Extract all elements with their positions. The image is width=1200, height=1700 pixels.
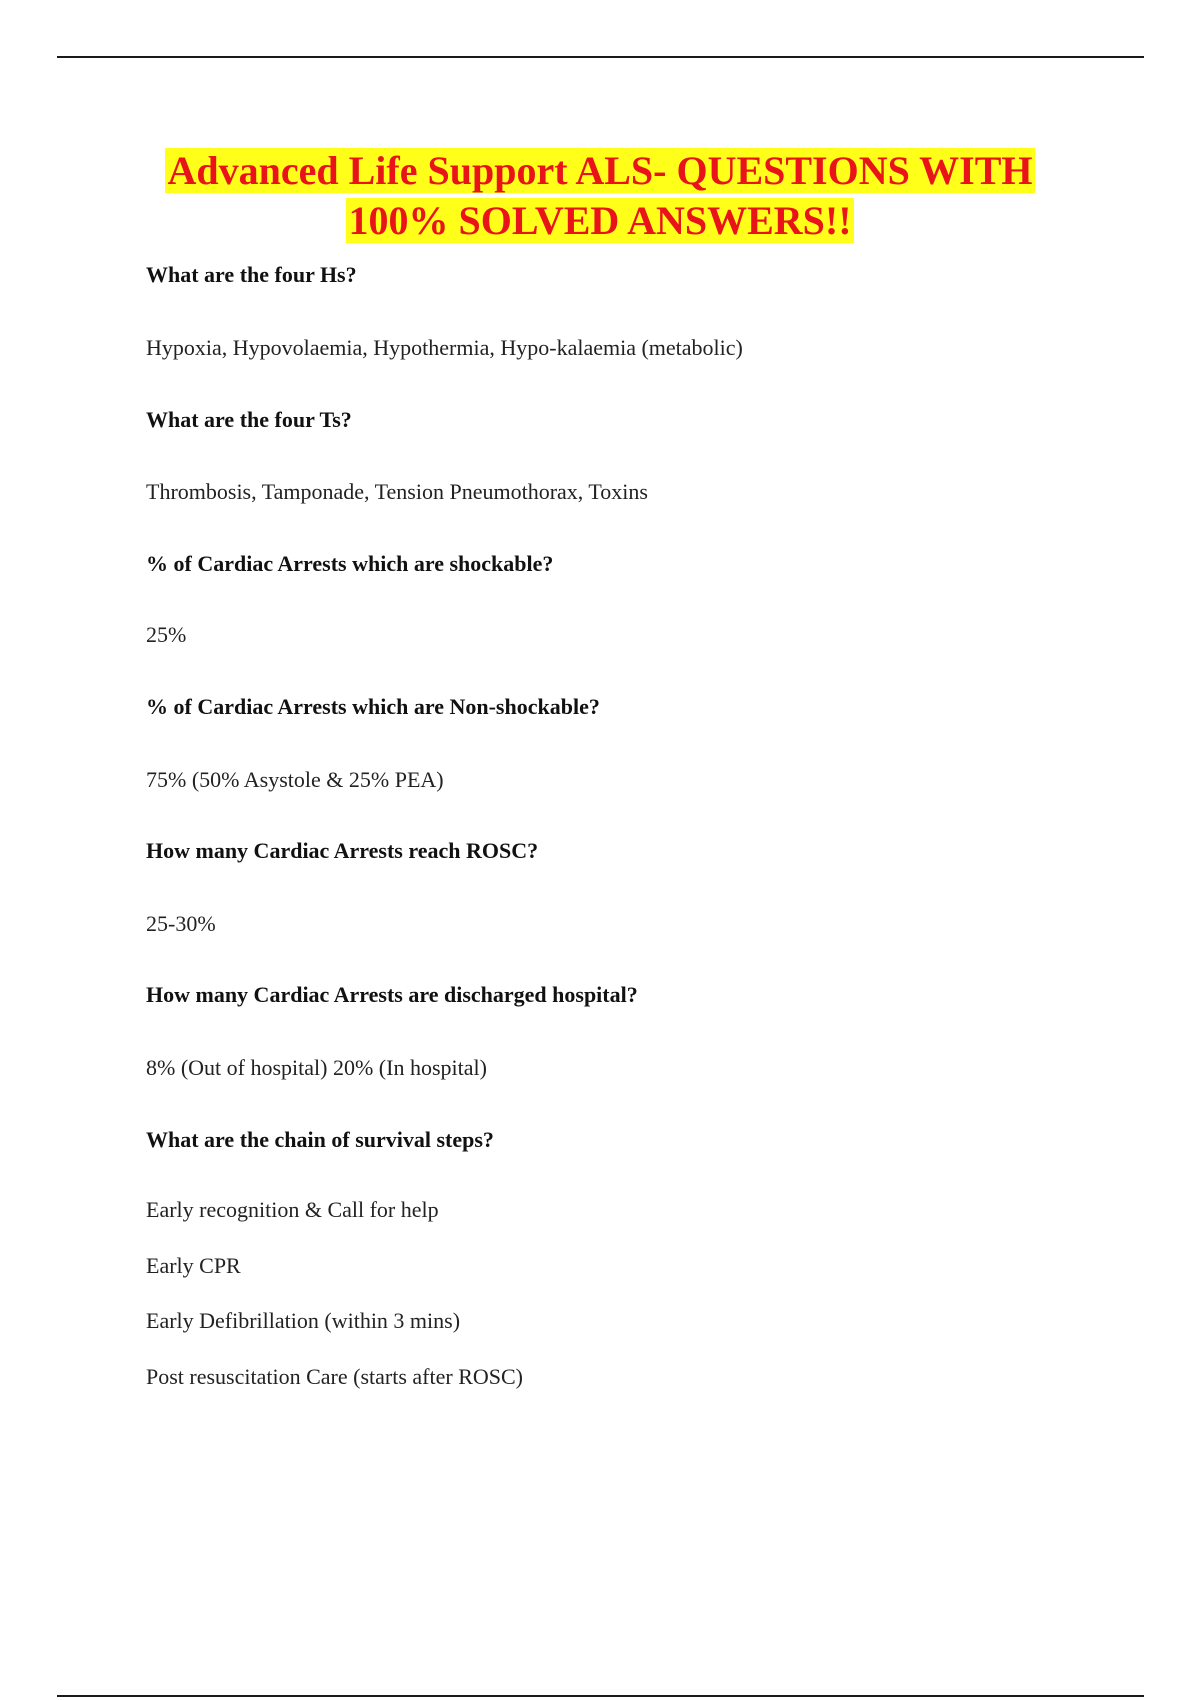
answer-5: 25-30% (146, 911, 216, 936)
question-7: What are the chain of survival steps? (146, 1127, 494, 1152)
title-line-2: 100% SOLVED ANSWERS!! (348, 198, 852, 243)
answer-6: 8% (Out of hospital) 20% (In hospital) (146, 1055, 487, 1080)
question-6: How many Cardiac Arrests are discharged hospital? (146, 982, 638, 1007)
question-4: % of Cardiac Arrests which are Non-shockable? (146, 694, 600, 719)
question-1: What are the four Hs? (146, 262, 357, 287)
answer-7-step-4: Post resuscitation Care (starts after ROSC) (146, 1364, 523, 1389)
header-rule (57, 56, 1144, 58)
answer-7-step-3: Early Defibrillation (within 3 mins) (146, 1308, 461, 1333)
answer-3: 25% (146, 622, 187, 647)
document-title (0, 146, 1200, 246)
answer-4: 75% (50% Asystole & 25% PEA) (146, 767, 444, 792)
answer-7-step-1: Early recognition & Call for help (146, 1197, 439, 1222)
question-2: What are the four Ts? (146, 407, 352, 432)
answer-2: Thrombosis, Tamponade, Tension Pneumothorax, Toxins (146, 479, 648, 504)
question-3: % of Cardiac Arrests which are shockable? (146, 551, 554, 576)
answer-7-step-2: Early CPR (146, 1253, 241, 1278)
answer-1: Hypoxia, Hypovolaemia, Hypothermia, Hypo-kalaemia (metabolic) (146, 335, 743, 360)
title-line-1: Advanced Life Support ALS- QUESTIONS WITH (167, 148, 1033, 193)
question-5: How many Cardiac Arrests reach ROSC? (146, 838, 539, 863)
footer-rule (57, 1695, 1144, 1697)
